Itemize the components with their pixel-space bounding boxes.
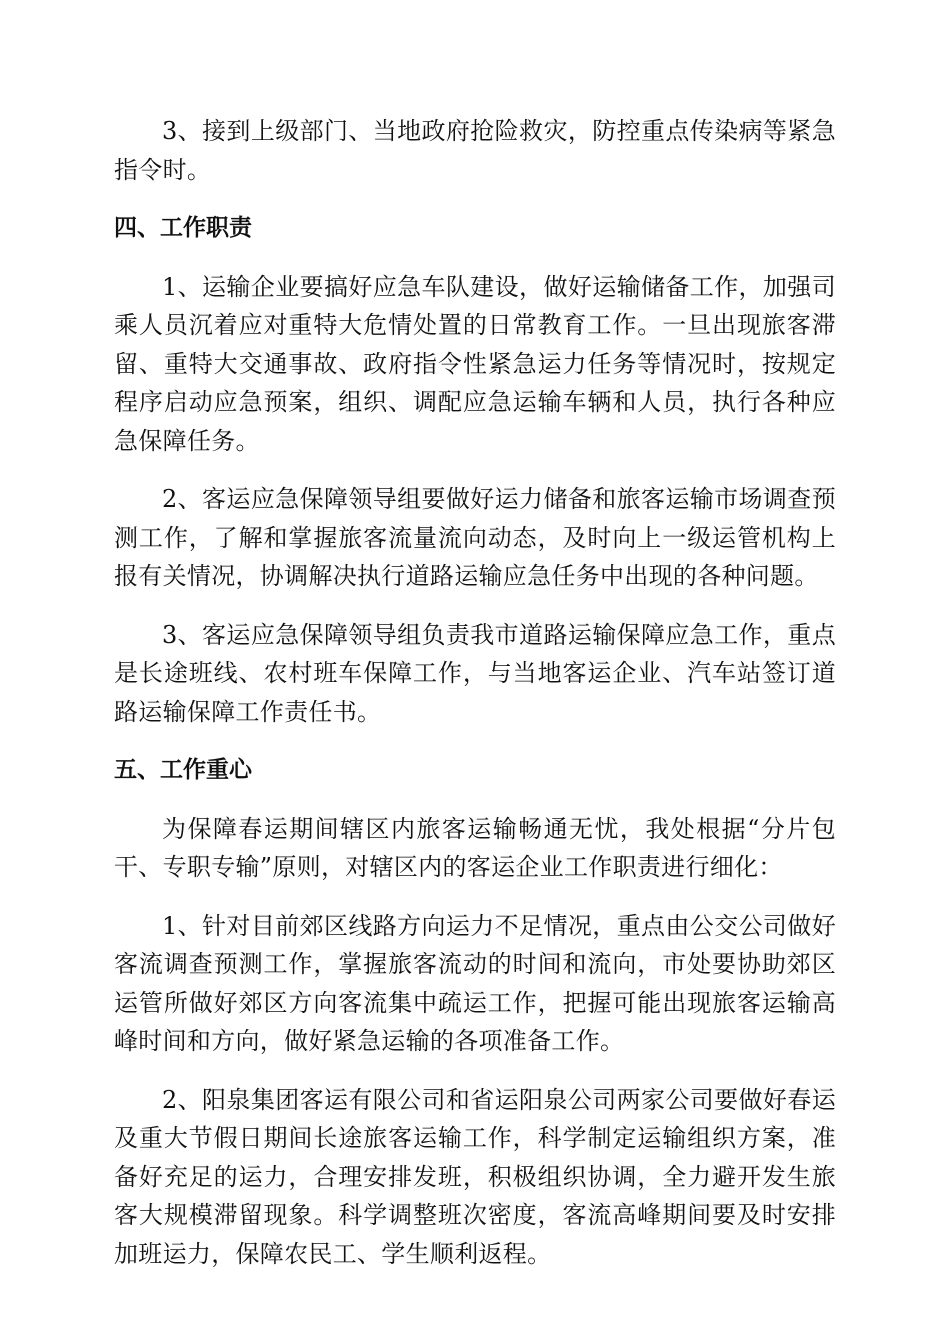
paragraph-focus-intro: 为保障春运期间辖区内旅客运输畅通无忧，我处根据“分片包干、专职专输”原则，对辖区内的客运企业工作职责进行细化： <box>114 814 836 881</box>
section-heading-duties: 四、工作职责 <box>114 215 252 241</box>
paragraph-focus-2: 2、阳泉集团客运有限公司和省运阳泉公司两家公司要做好春运及重大节假日期间长途旅客运输工作，科学制定运输组织方案，准备好充足的运力，合理安排发班，积极组织协调，全力避开发生旅客大规模滞留现象。科学调整班次密度，客流高峰期间要及时安排加班运力，保障农民工、学生顺利返程。 <box>114 1085 836 1268</box>
paragraph-focus-1: 1、针对目前郊区线路方向运力不足情况，重点由公交公司做好客流调查预测工作，掌握旅客流动的时间和流向，市处要协助郊区运管所做好郊区方向客流集中疏运工作，把握可能出现旅客运输高峰时间和方向，做好紧急运输的各项准备工作。 <box>114 911 836 1055</box>
paragraph-gap <box>114 731 836 751</box>
paragraph-gap <box>114 460 836 480</box>
paragraph-duty-1: 1、运输企业要搞好应急车队建设，做好运输储备工作，加强司乘人员沉着应对重特大危情处置的日常教育工作。一旦出现旅客滞留、重特大交通事故、政府指令性紧急运力任务等情况时，按规定程序启动应急预案，组织、调配应急运输车辆和人员，执行各种应急保障任务。 <box>114 272 836 455</box>
paragraph-emergency-order: 3、接到上级部门、当地政府抢险救灾，防控重点传染病等紧急指令时。 <box>114 117 836 184</box>
paragraph-gap <box>114 189 836 209</box>
heading-gap <box>114 790 836 810</box>
heading-gap <box>114 248 836 268</box>
paragraph-duty-2: 2、客运应急保障领导组要做好运力储备和旅客运输市场调查预测工作，了解和掌握旅客流量流向动态，及时向上一级运管机构上报有关情况，协调解决执行道路运输应急任务中出现的各种问题。 <box>114 485 836 590</box>
paragraph-gap <box>114 596 836 616</box>
paragraph-gap <box>114 1061 836 1081</box>
paragraph-gap <box>114 887 836 907</box>
section-heading-focus: 五、工作重心 <box>114 757 252 783</box>
document-body <box>114 112 836 1273</box>
paragraph-duty-3: 3、客运应急保障领导组负责我市道路运输保障应急工作，重点是长途班线、农村班车保障工作，与当地客运企业、汽车站签订道路运输保障工作责任书。 <box>114 620 836 726</box>
